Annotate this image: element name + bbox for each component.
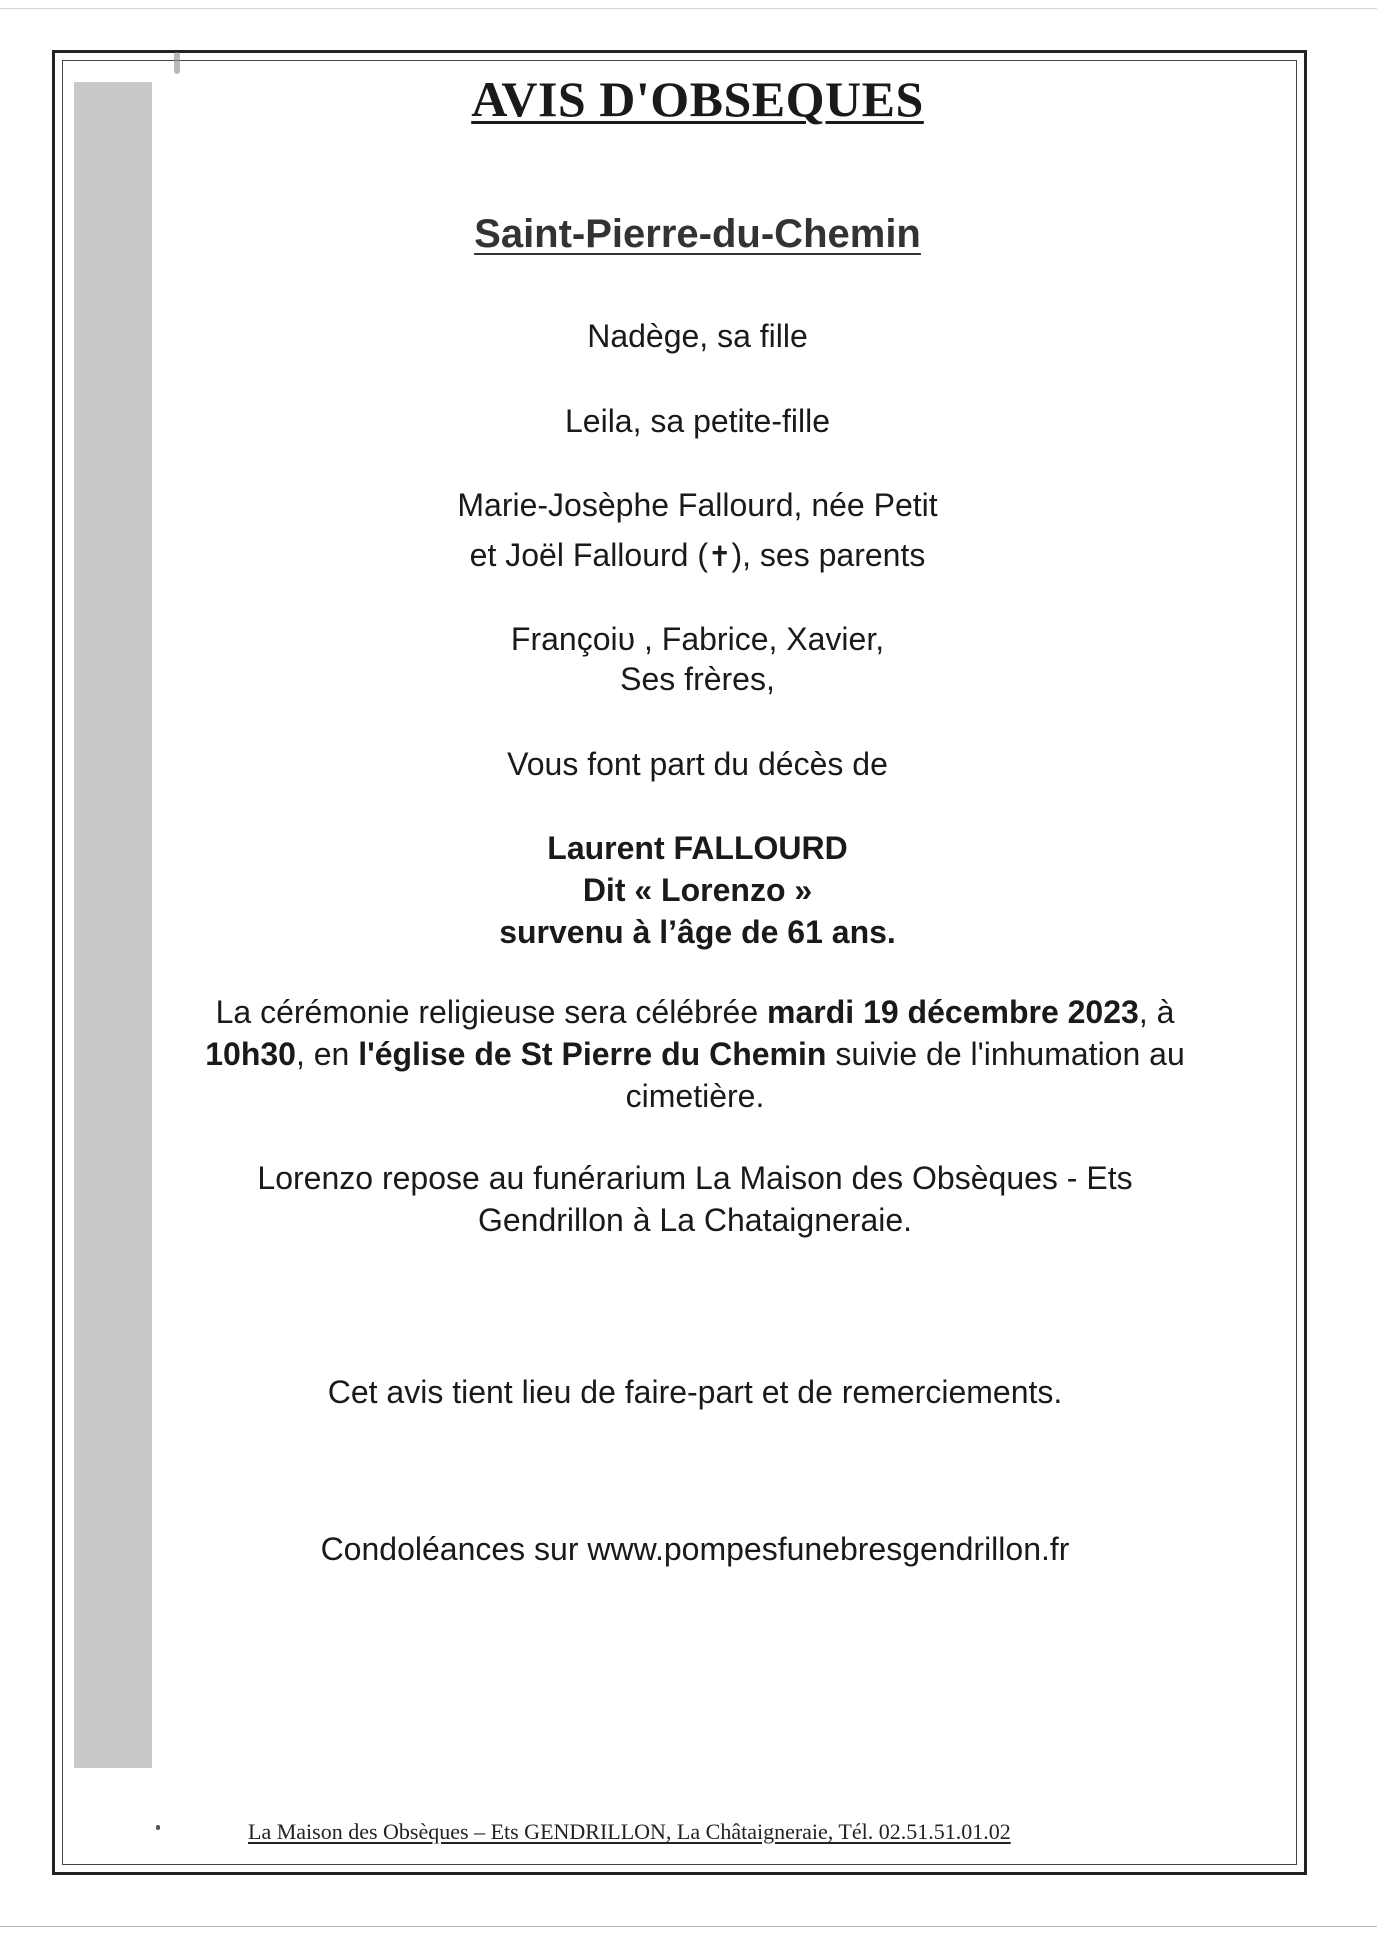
ceremony-text-1: La cérémonie religieuse sera célébrée (215, 994, 768, 1030)
brothers-line-1: Françoiᴜ , Fabrice, Xavier, (510, 621, 885, 657)
deceased-name: Laurent FALLOURD (547, 830, 848, 866)
cross-icon: ✝ (708, 540, 732, 573)
granddaughter-line: Leila, sa petite-fille (564, 403, 831, 439)
notice-title: AVIS D'OBSEQUES (471, 71, 924, 127)
ceremony-time: 10h30 (205, 1036, 296, 1072)
brothers-line-2: Ses frères, (620, 661, 775, 697)
ceremony-text-4: suivie de l'inhumation au cimetière. (625, 1036, 1185, 1114)
scan-top-edge (0, 8, 1377, 9)
scan-dot (156, 1825, 160, 1830)
deceased-nickname: Dit « Lorenzo » (582, 872, 813, 908)
ceremony-place: l'église de St Pierre du Chemin (358, 1036, 827, 1072)
ceremony-text-2: , à (1138, 994, 1175, 1030)
footer-funeral-home: La Maison des Obsèques – Ets GENDRILLON, La Châtaigneraie, Tél. 02.51.51.01.02 (248, 1819, 1011, 1844)
ceremony-text-3: , en (295, 1036, 359, 1072)
scan-bottom-edge (0, 1926, 1377, 1927)
condolences-line: Condoléances sur www.pompesfunebresgendrillon.fr (320, 1531, 1070, 1567)
parents-line-2-end: ), ses parents (731, 537, 926, 573)
town-heading: Saint-Pierre-du-Chemin (474, 212, 921, 256)
closing-line: Cet avis tient lieu de faire-part et de remerciements. (327, 1374, 1063, 1410)
rest-paragraph: Lorenzo repose au funérarium La Maison des Obsèques - Ets Gendrillon à La Chataigneraie. (257, 1160, 1133, 1238)
ceremony-paragraph (190, 991, 1200, 1117)
parents-line-2-start: et Joël Fallourd ( (469, 537, 708, 573)
announce-line: Vous font part du décès de (507, 746, 888, 782)
parents-line-2 (160, 534, 1235, 578)
daughter-line: Nadège, sa fille (587, 318, 808, 354)
ceremony-date: mardi 19 décembre 2023 (767, 994, 1139, 1030)
parents-line-1: Marie-Josèphe Fallourd, née Petit (457, 487, 938, 523)
margin-grey-band (74, 82, 152, 1768)
deceased-age: survenu à l’âge de 61 ans. (499, 914, 896, 950)
